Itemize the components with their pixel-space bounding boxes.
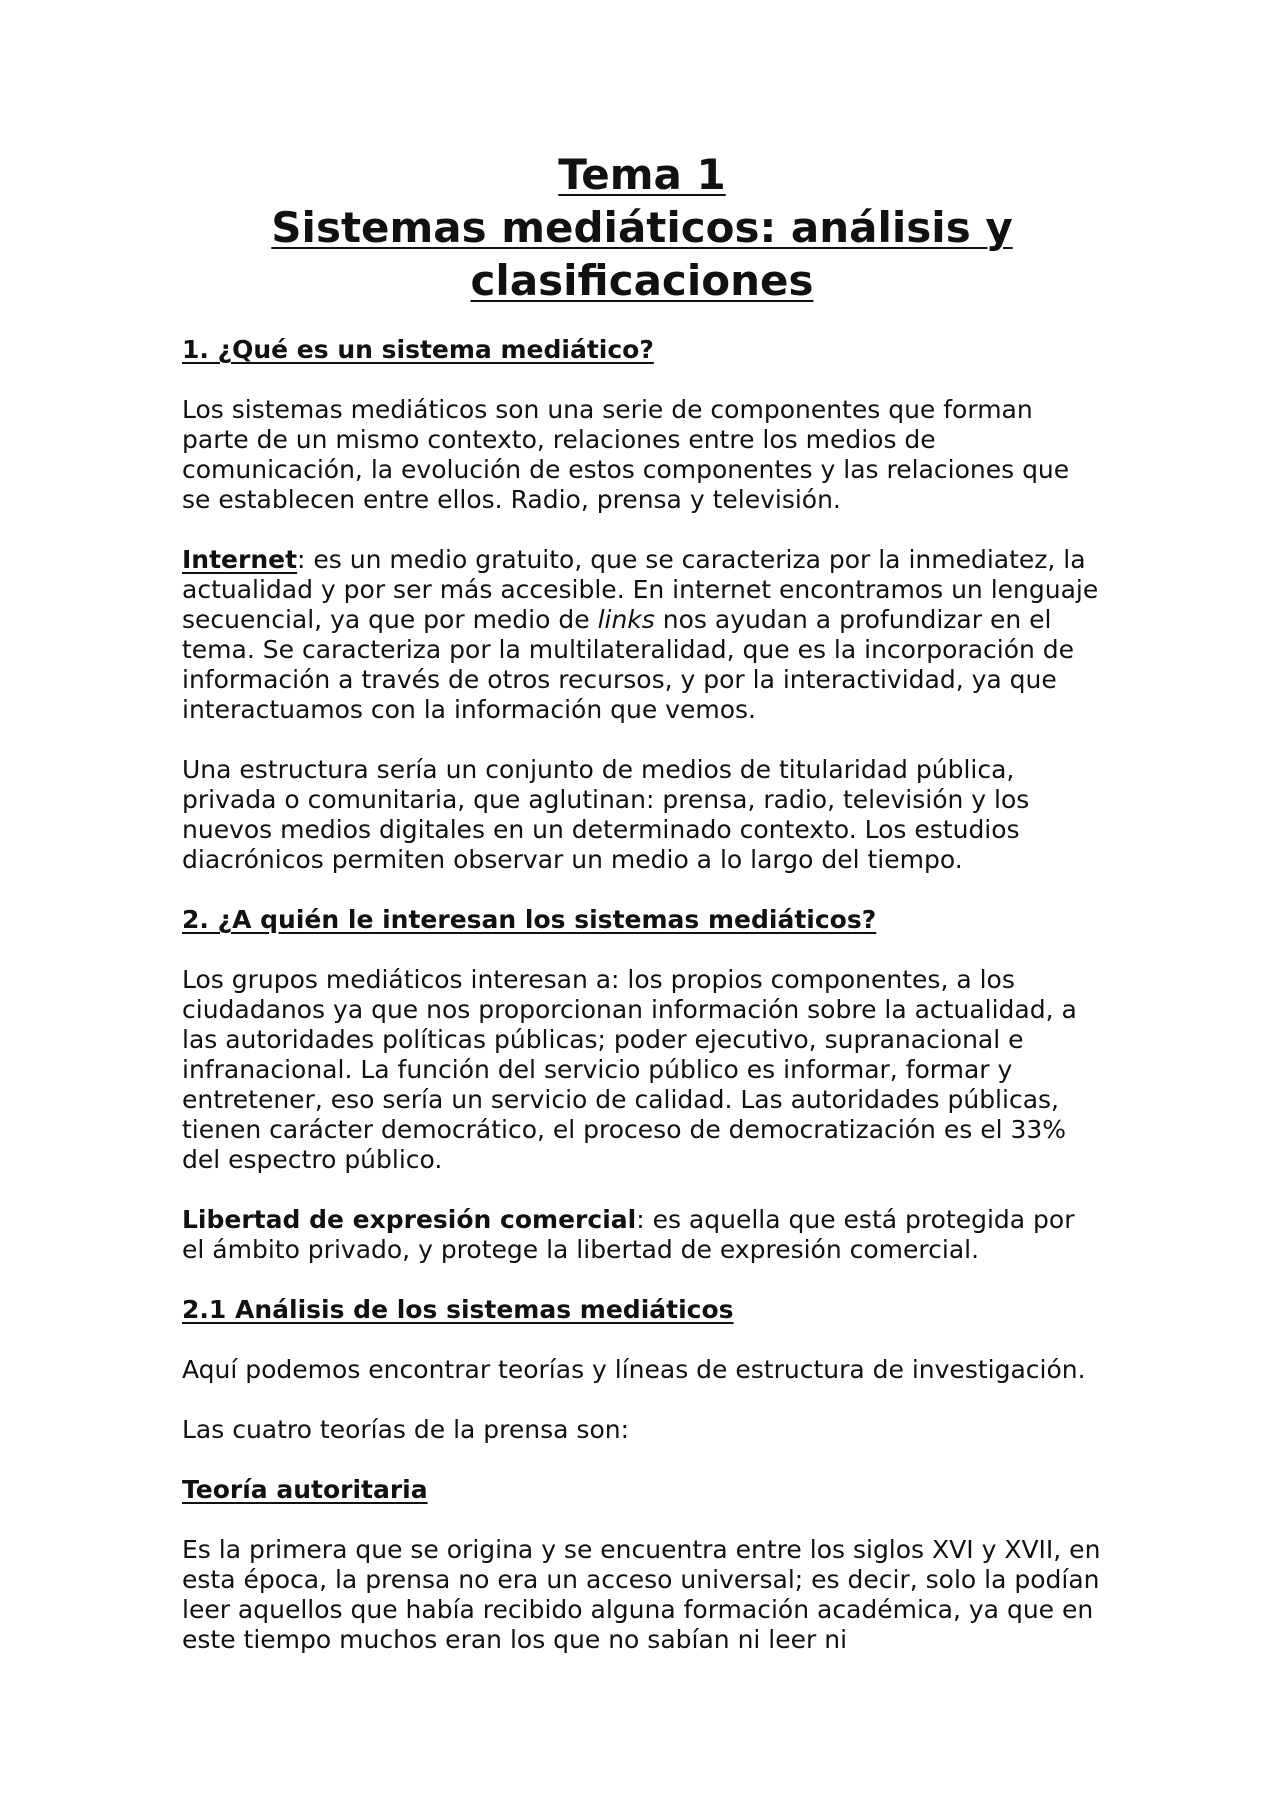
title-line-1: Tema 1 xyxy=(558,150,726,199)
section-1-paragraph-internet xyxy=(182,545,1102,725)
title-line-3: clasificaciones xyxy=(470,256,814,305)
section-2-1-paragraph-2: Las cuatro teorías de la prensa son: xyxy=(182,1415,630,1444)
title-line-2: Sistemas mediáticos: análisis y xyxy=(271,203,1013,252)
page-title xyxy=(182,148,1102,307)
teoria-autoritaria-heading: Teoría autoritaria xyxy=(182,1475,428,1504)
links-italic: links xyxy=(597,605,655,634)
document-body xyxy=(182,148,1102,1685)
section-2-heading: 2. ¿A quién le interesan los sistemas mediáticos? xyxy=(182,905,877,934)
section-1-heading: 1. ¿Qué es un sistema mediático? xyxy=(182,335,654,364)
section-2-1-paragraph-3: Es la primera que se origina y se encuentra entre los siglos XVI y XVII, en esta época, la prensa no era un acceso universal; es decir, solo la podían leer aquellos que había recibido alguna formación académica, ya que en este tiempo muchos eran los que no sabían ni leer ni xyxy=(182,1535,1101,1654)
libertad-text: : es aquella que está protegida por el ámbito privado, y protege la libertad de expresión comercial. xyxy=(182,1205,1075,1264)
internet-term: Internet xyxy=(182,545,298,574)
section-2-1-paragraph-1: Aquí podemos encontrar teorías y líneas de estructura de investigación. xyxy=(182,1355,1086,1384)
libertad-term: Libertad de expresión comercial xyxy=(182,1205,637,1234)
section-2-1-heading: 2.1 Análisis de los sistemas mediáticos xyxy=(182,1295,734,1324)
section-2-paragraph-1: Los grupos mediáticos interesan a: los propios componentes, a los ciudadanos ya que nos proporcionan información sobre la actualidad, a las autoridades políticas públicas; poder ejecutivo, supranacional e infranacional. La función del servicio público es informar, formar y entretener, eso sería un servicio de calidad. Las autoridades públicas, tienen carácter democrático, el proceso de democratización es el 33% del espectro público. xyxy=(182,965,1077,1174)
section-1-paragraph-3: Una estructura sería un conjunto de medios de titularidad pública, privada o comunitaria, que aglutinan: prensa, radio, televisión y los nuevos medios digitales en un determinado contexto. Los estudios diacrónicos permiten observar un medio a lo largo del tiempo. xyxy=(182,755,1030,874)
internet-text-1: : es un medio gratuito, que se caracteriza por la inmediatez, la actualidad y por ser más accesible. En internet encontramos un lenguaje secuencial, ya que por medio de xyxy=(182,545,1099,634)
section-2-paragraph-2 xyxy=(182,1205,1102,1265)
section-1-paragraph-1: Los sistemas mediáticos son una serie de componentes que forman parte de un mismo contexto, relaciones entre los medios de comunicación, la evolución de estos componentes y las relaciones que se establecen entre ellos. Radio, prensa y televisión. xyxy=(182,395,1070,514)
internet-text-2: nos ayudan a profundizar en el tema. Se caracteriza por la multilateralidad, que es la incorporación de información a través de otros recursos, y por la interactividad, ya que interactuamos con la información que vemos. xyxy=(182,605,1075,724)
